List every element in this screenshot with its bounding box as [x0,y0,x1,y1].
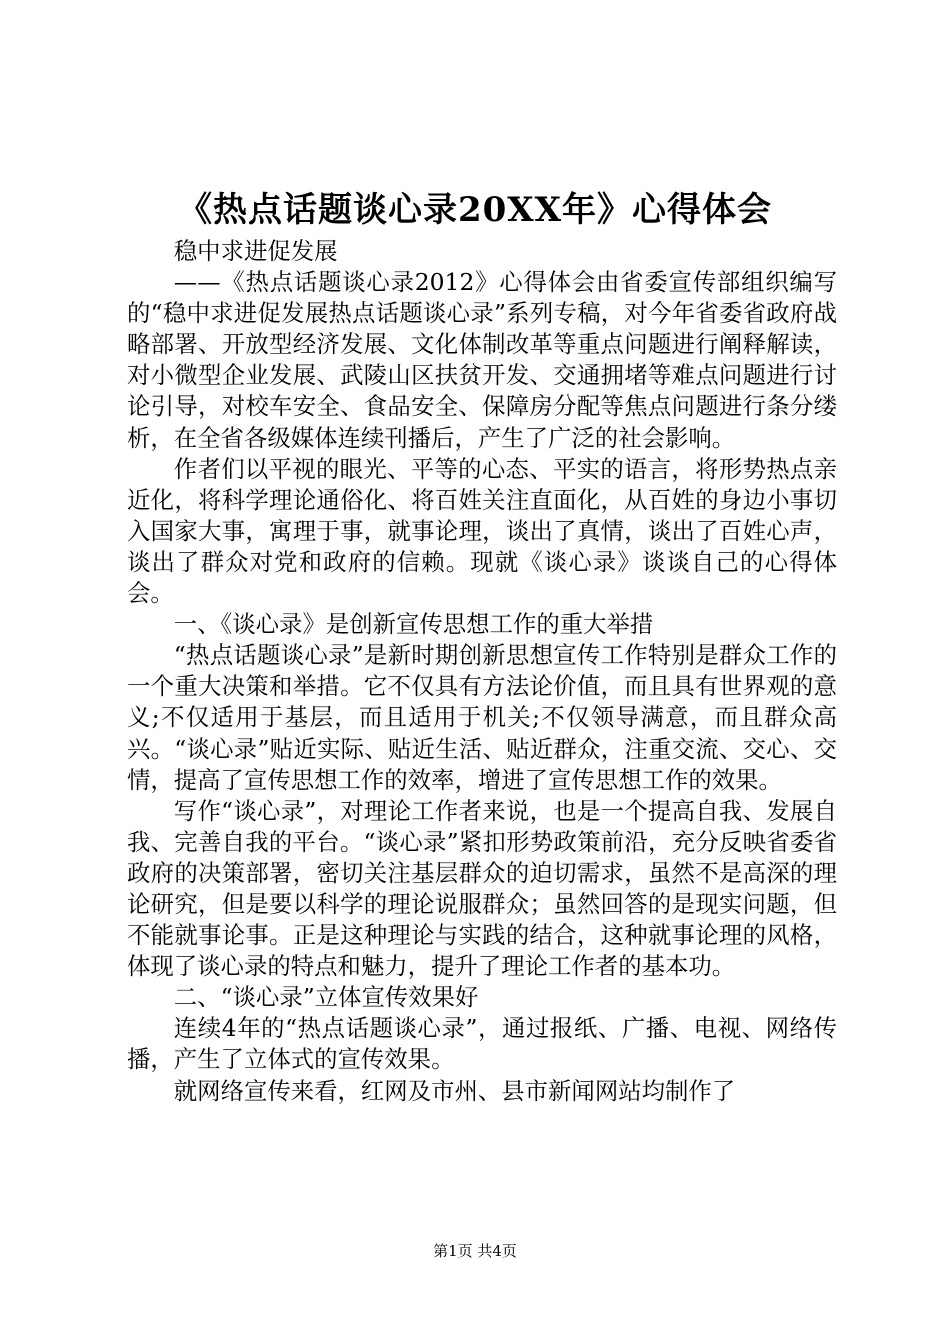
paragraph-section2-a: 连续4年的“热点话题谈心录”，通过报纸、广播、电视、网络传播，产生了立体式的宣传效果。 [127,1014,837,1074]
document-body [127,236,837,1107]
document-title: 《热点话题谈心录20XX年》心得体会 [177,190,773,230]
section-heading-1: 一、《谈心录》是创新宣传思想工作的重大举措 [173,610,654,639]
paragraph-section1-b: 写作“谈心录”，对理论工作者来说，也是一个提高自我、发展自我、完善自我的平台。“谈心录”紧扣形势政策前沿，充分反映省委省政府的决策部署，密切关注基层群众的迫切需求，虽然不是高深的理论研究，但是要以科学的理论说服群众；虽然回答的是现实问题，但不能就事论事。正是这种理论与实践的结合，这种就事论理的风格，体现了谈心录的特点和魅力，提升了理论工作者的基本功。 [127,796,837,981]
paragraph-section2-b: 就网络宣传来看，红网及市州、县市新闻网站均制作了 [173,1076,736,1105]
page-footer: 第1页 共4页 [433,1242,517,1260]
paragraph-section1-a: “热点话题谈心录”是新时期创新思想宣传工作特别是群众工作的一个重大决策和举措。它不仅具有方法论价值，而且具有世界观的意义;不仅适用于基层，而且适用于机关;不仅领导满意，而且群众高兴。“谈心录”贴近实际、贴近生活、贴近群众，注重交流、交心、交情，提高了宣传思想工作的效率，增进了宣传思想工作的效果。 [127,641,837,794]
section-heading-2: 二、“谈心录”立体宣传效果好 [173,983,479,1012]
paragraph-subtitle: 稳中求进促发展 [173,237,338,265]
paragraph-authors: 作者们以平视的眼光、平等的心态、平实的语言，将形势热点亲近化，将科学理论通俗化、将百姓关注直面化，从百姓的身边小事切入国家大事，寓理于事，就事论理，谈出了真情，谈出了百姓心声，谈出了群众对党和政府的信赖。现就《谈心录》谈谈自己的心得体会。 [127,454,837,608]
paragraph-intro: ——《热点话题谈心录2012》心得体会由省委宣传部组织编写的“稳中求进促发展热点话题谈心录”系列专稿，对今年省委省政府战略部署、开放型经济发展、文化体制改革等重点问题进行阐释解读，对小微型企业发展、武陵山区扶贫开发、交通拥堵等难点问题进行讨论引导，对校车安全、食品安全、保障房分配等焦点问题进行条分缕析，在全省各级媒体连续刊播后，产生了广泛的社会影响。 [127,268,837,452]
